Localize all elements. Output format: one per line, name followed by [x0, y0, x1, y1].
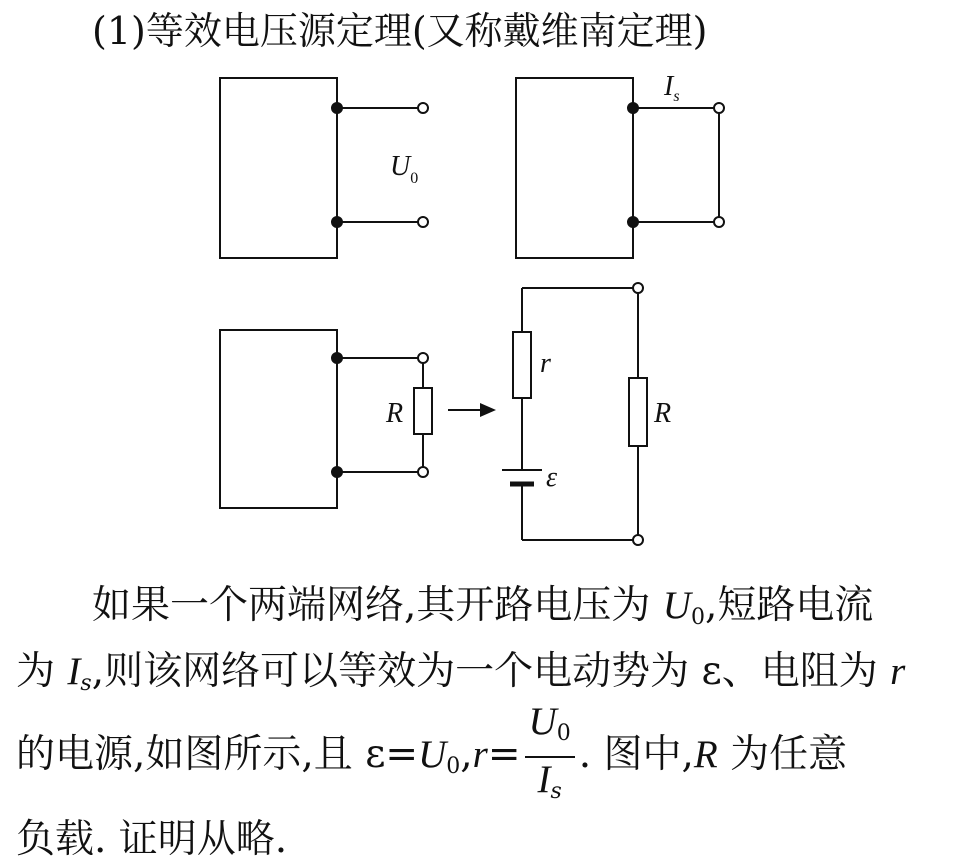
junction-dot — [628, 103, 638, 113]
terminal — [418, 103, 428, 113]
open-circuit-network — [220, 78, 428, 258]
paragraph-line-3: 的电源,如图所示,且 $\varepsilon=U_0,r=$ $\frac{U_0}{Is}$ . 图中,R 为任意 — [16, 700, 946, 800]
junction-dot — [628, 217, 638, 227]
terminal — [633, 535, 643, 545]
paragraph-line-4: 负载. 证明从略. — [16, 817, 288, 862]
network-box-load — [220, 330, 337, 508]
terminal — [418, 353, 428, 363]
section-heading: (1)等效电压源定理(又称戴维南定理) — [92, 9, 708, 53]
arrow-icon — [448, 403, 496, 417]
network-box-open — [220, 78, 337, 258]
equivalent-circuit — [502, 283, 671, 545]
junction-dot — [332, 103, 342, 113]
paragraph-line-1: 如果一个两端网络,其开路电压为 $U_0$,短路电流 — [92, 583, 874, 630]
junction-dot — [332, 353, 342, 363]
junction-dot — [332, 467, 342, 477]
fraction-U0-over-Is: $\frac{U_0}{Is}$ — [525, 700, 575, 814]
resistor-r — [513, 332, 531, 398]
label-R-right: R — [654, 398, 672, 429]
short-circuit-network — [516, 71, 724, 258]
terminal — [418, 217, 428, 227]
junction-dot — [332, 217, 342, 227]
network-with-load — [220, 330, 432, 508]
terminal — [714, 217, 724, 227]
network-box-short — [516, 78, 633, 258]
resistor-R-right — [629, 378, 647, 446]
terminal — [714, 103, 724, 113]
paragraph-line-2: 为 Is,则该网络可以等效为一个电动势为 ε、电阻为 r — [16, 649, 906, 696]
label-r: r — [540, 348, 551, 379]
terminal — [418, 467, 428, 477]
label-U0: $U_0$ — [390, 151, 419, 187]
label-Is: $I_s$ — [664, 71, 680, 105]
terminal — [633, 283, 643, 293]
resistor-R-left — [414, 388, 432, 434]
label-R-left: R — [386, 398, 404, 429]
label-epsilon: ε — [546, 462, 558, 493]
